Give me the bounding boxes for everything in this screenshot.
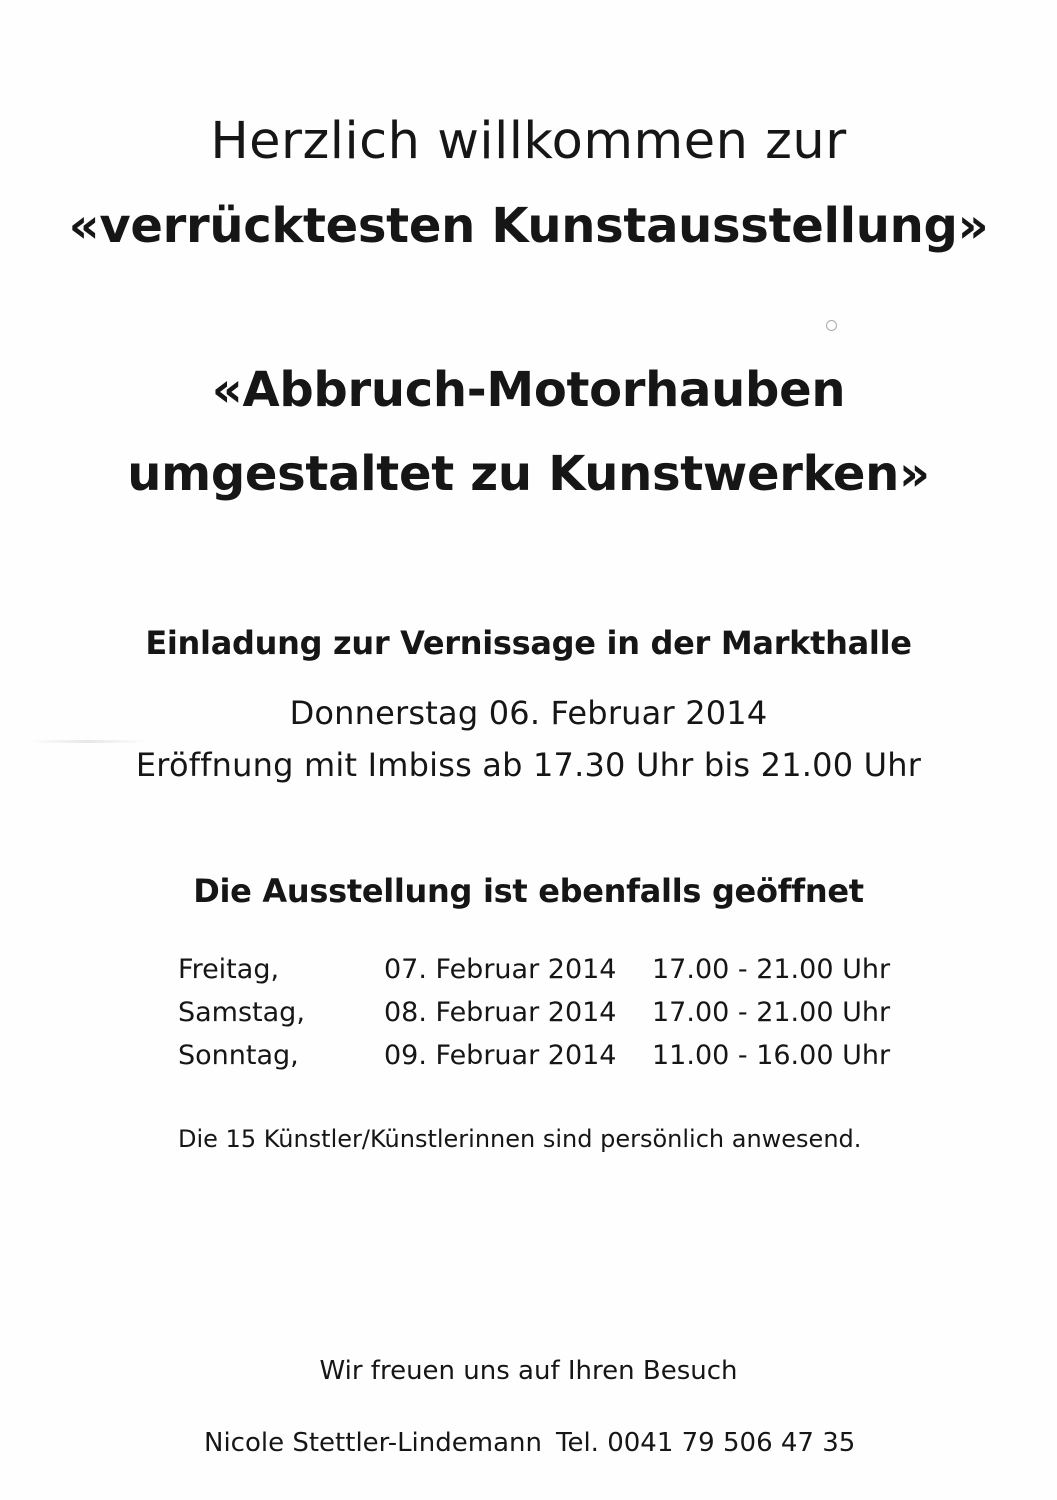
schedule-date: 09. Februar 2014 (384, 1040, 617, 1071)
artists-note: Die 15 Künstler/Künstlerinnen sind persönlich anwesend. (178, 1125, 862, 1153)
exhibition-title-line-2: «Abbruch-Motorhauben (211, 362, 846, 418)
schedule-time: 17.00 - 21.00 Uhr (652, 954, 891, 985)
scan-speck (826, 320, 837, 331)
contact-name: Nicole Stettler-Lindemann (204, 1428, 542, 1458)
contact-phone: Tel. 0041 79 506 47 35 (555, 1428, 856, 1458)
schedule-row (178, 997, 918, 1040)
schedule-date: 08. Februar 2014 (384, 997, 617, 1028)
schedule-time: 11.00 - 16.00 Uhr (652, 1040, 891, 1071)
closing-line: Wir freuen uns auf Ihren Besuch (319, 1356, 738, 1386)
opening-heading: Die Ausstellung ist ebenfalls geöffnet (193, 872, 864, 910)
schedule-day: Freitag, (178, 954, 280, 985)
greeting-heading: Herzlich willkommen zur (210, 112, 847, 171)
schedule-date: 07. Februar 2014 (384, 954, 617, 985)
schedule-row (178, 954, 918, 997)
schedule-row (178, 1040, 918, 1083)
schedule-day: Sonntag, (178, 1040, 299, 1071)
scan-smudge (28, 740, 148, 743)
contact-line (204, 1428, 855, 1458)
schedule-time: 17.00 - 21.00 Uhr (652, 997, 891, 1028)
opening-schedule (178, 954, 918, 1083)
vernissage-heading: Einladung zur Vernissage in der Markthalle (145, 624, 912, 662)
schedule-day: Samstag, (178, 997, 305, 1028)
vernissage-time: Eröffnung mit Imbiss ab 17.30 Uhr bis 21.00 Uhr (135, 746, 922, 784)
exhibition-title-line-1: «verrücktesten Kunstausstellung» (68, 198, 989, 254)
vernissage-date: Donnerstag 06. Februar 2014 (289, 694, 768, 732)
exhibition-title-line-3: umgestaltet zu Kunstwerken» (127, 446, 930, 502)
